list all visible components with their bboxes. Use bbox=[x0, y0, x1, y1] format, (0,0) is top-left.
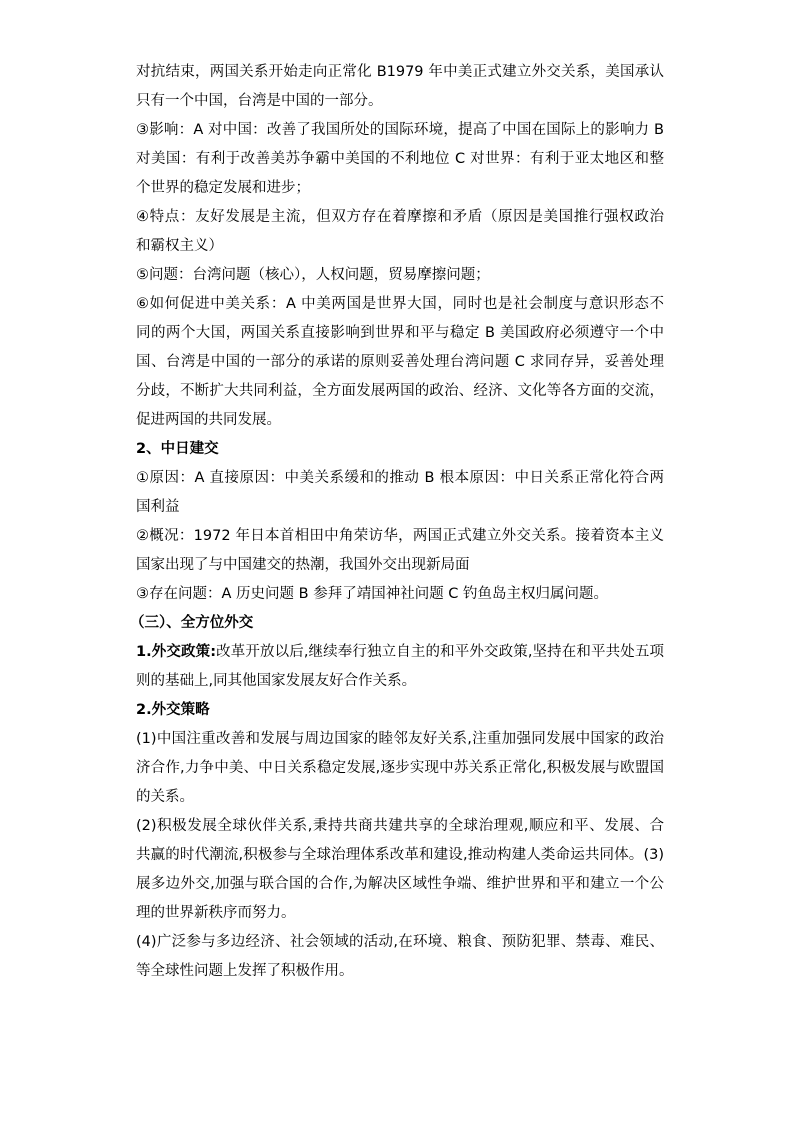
text-line: 展多边外交,加强与联合国的合作,为解决区域性争端、维护世界和平和建立一个公 bbox=[136, 876, 664, 892]
text-line: 则的基础上,同其他国家发展友好合作关系。 bbox=[136, 673, 417, 689]
text-line: 济合作,力争中美、中日关系稳定发展,逐步实现中苏关系正常化,积极发展与欧盟国 bbox=[136, 760, 664, 776]
text-line: 国家出现了与中国建交的热潮，我国外交出现新局面 bbox=[136, 557, 470, 573]
text-line: ③影响：A 对中国：改善了我国所处的国际环境，提高了中国在国际上的影响力 B bbox=[136, 122, 664, 138]
text-line: (2)积极发展全球伙伴关系,秉持共商共建共享的全球治理观,顺应和平、发展、合 bbox=[136, 818, 664, 834]
policy-text: 改革开放以后,继续奉行独立自主的和平外交政策,坚持在和平共处五项 bbox=[216, 644, 664, 660]
text-line: (4)广泛参与多边经济、社会领域的活动,在环境、粮食、预防犯罪、禁毒、难民、 bbox=[136, 934, 664, 950]
all-round-diplomacy-block bbox=[130, 609, 664, 986]
text-line: (1)中国注重改善和发展与周边国家的睦邻友好关系,注重加强同发展中国家的政治 bbox=[136, 731, 664, 747]
section-heading: 2、中日建交 bbox=[136, 441, 219, 457]
text-line: 对抗结束，两国关系开始走向正常化 B1979 年中美正式建立外交关系，美国承认 bbox=[136, 64, 664, 80]
text-line: 国、台湾是中国的一部分的承诺的原则妥善处理台湾问题 C 求同存异，妥善处理 bbox=[136, 354, 664, 370]
policy-label: 1.外交政策: bbox=[136, 644, 216, 660]
document-page bbox=[130, 58, 664, 986]
text-line: 理的世界新秩序而努力。 bbox=[136, 905, 296, 921]
text-line: 国利益 bbox=[136, 499, 180, 515]
us-relations-block bbox=[136, 58, 664, 435]
text-line: ⑥如何促进中美关系：A 中美两国是世界大国，同时也是社会制度与意识形态不 bbox=[136, 296, 664, 312]
subsection-heading: 2.外交策略 bbox=[136, 702, 210, 718]
text-line: 同的两个大国，两国关系直接影响到世界和平与稳定 B 美国政府必须遵守一个中 bbox=[136, 325, 664, 341]
text-line: 对美国：有利于改善美苏争霸中美国的不利地位 C 对世界：有利于亚太地区和整 bbox=[136, 151, 664, 167]
text-line: ③存在问题：A 历史问题 B 参拜了靖国神社问题 C 钓鱼岛主权归属问题。 bbox=[136, 586, 609, 602]
text-line: ⑤问题：台湾问题（核心），人权问题，贸易摩擦问题； bbox=[136, 267, 490, 283]
text-line: 等全球性问题上发挥了积极作用。 bbox=[136, 963, 354, 979]
japan-relations-block bbox=[136, 435, 664, 609]
text-line: 和霸权主义） bbox=[136, 238, 223, 254]
text-line: ④特点：友好发展是主流，但双方存在着摩擦和矛盾（原因是美国推行强权政治 bbox=[136, 209, 664, 225]
text-line: ①原因：A 直接原因：中美关系缓和的推动 B 根本原因：中日关系正常化符合两 bbox=[136, 470, 664, 486]
text-line: 促进两国的共同发展。 bbox=[136, 412, 281, 428]
text-line bbox=[136, 638, 664, 667]
section-heading: （三）、全方位外交 bbox=[130, 615, 254, 631]
text-line: ②概况：1972 年日本首相田中角荣访华，两国正式建立外交关系。接着资本主义 bbox=[136, 528, 664, 544]
text-line: 分歧，不断扩大共同利益，全方面发展两国的政治、经济、文化等各方面的交流， bbox=[136, 383, 664, 399]
text-line: 只有一个中国，台湾是中国的一部分。 bbox=[136, 93, 383, 109]
text-line: 共赢的时代潮流,积极参与全球治理体系改革和建设,推动构建人类命运共同体。(3) bbox=[136, 847, 664, 863]
text-line: 的关系。 bbox=[136, 789, 194, 805]
text-line: 个世界的稳定发展和进步； bbox=[136, 180, 310, 196]
